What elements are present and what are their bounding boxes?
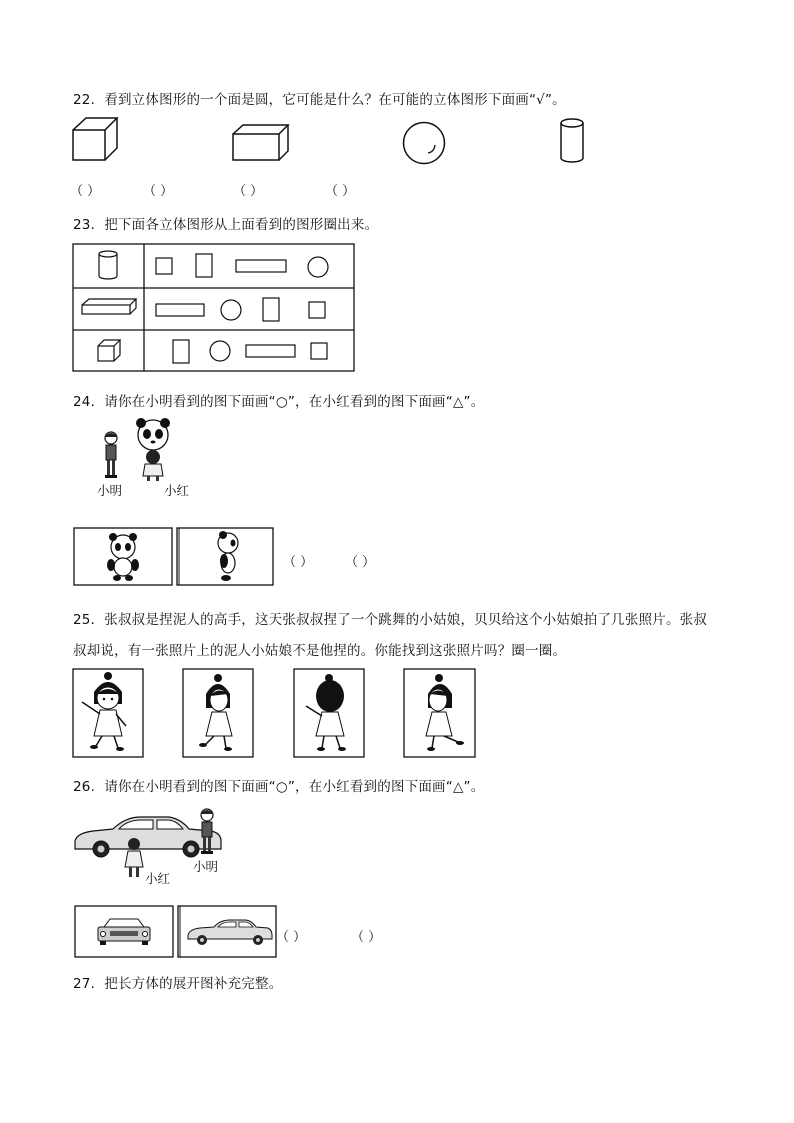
row1-cylinder-icon — [99, 251, 117, 279]
girl-front-photo[interactable] — [82, 672, 126, 751]
row3-option-circle[interactable] — [210, 341, 230, 361]
girl-profile-photo[interactable] — [426, 674, 464, 751]
boy-figure-icon — [101, 431, 121, 481]
question-25-line2: 叔却说，有一张照片上的泥人小姑娘不是他捏的。你能找到这张照片吗？圈一圈。 — [73, 643, 567, 659]
label-xiaohong: 小红 — [164, 483, 190, 498]
answer-slot-car-front[interactable]: （ ） — [276, 930, 307, 945]
row2-option-tall-rectangle[interactable] — [263, 298, 279, 321]
question-26-text: 26．请你在小明看到的图下面画“○”，在小红看到的图下面画“△”。 — [73, 779, 485, 795]
row1-option-wide-rectangle[interactable] — [236, 260, 286, 272]
cuboid-icon — [232, 124, 290, 162]
car-front-view[interactable] — [98, 919, 150, 945]
top-view-table — [72, 243, 356, 373]
row2-option-circle[interactable] — [221, 300, 241, 320]
cube-icon — [72, 117, 122, 163]
car-view-panel — [74, 905, 278, 959]
question-24-text: 24．请你在小明看到的图下面画“○”，在小红看到的图下面画“△”。 — [73, 394, 485, 410]
answer-slot-panda-front[interactable]: （ ） — [283, 555, 314, 570]
row1-option-small-square[interactable] — [156, 258, 172, 274]
girl-side-photo[interactable] — [199, 674, 232, 751]
row3-cube-icon — [98, 340, 120, 361]
cylinder-icon — [559, 118, 585, 164]
question-25-line1: 25．张叔叔是捏泥人的高手，这天张叔叔捏了一个跳舞的小姑娘，贝贝给这个小姑娘拍了几张照片。张叔 — [73, 612, 708, 628]
girl-back-photo[interactable] — [306, 674, 346, 751]
row1-option-tall-rectangle[interactable] — [196, 254, 212, 277]
question-23-text: 23．把下面各立体图形从上面看到的图形圈出来。 — [73, 217, 379, 233]
row3-option-small-square[interactable] — [311, 343, 327, 359]
row2-long-cuboid-icon — [82, 299, 136, 314]
panda-side-view[interactable] — [218, 531, 238, 581]
panda-with-girl-icon — [132, 418, 174, 482]
answer-slot-sphere[interactable]: （ ） — [233, 184, 264, 199]
row3-option-wide-rectangle[interactable] — [246, 345, 295, 357]
answer-slot-cuboid[interactable]: （ ） — [143, 184, 174, 199]
sphere-icon — [402, 121, 446, 165]
question-22-text: 22．看到立体图形的一个面是圆，它可能是什么？在可能的立体图形下面画“√”。 — [73, 92, 566, 108]
question-27-text: 27．把长方体的展开图补充完整。 — [73, 976, 283, 992]
row2-option-wide-rectangle[interactable] — [156, 304, 204, 316]
row2-option-small-square[interactable] — [309, 302, 325, 318]
label-xiaoming: 小明 — [97, 483, 123, 498]
answer-slot-car-side[interactable]: （ ） — [351, 930, 382, 945]
boy-figure-icon-2 — [197, 808, 217, 858]
car-side-view[interactable] — [188, 920, 272, 945]
panda-view-panel — [73, 527, 275, 587]
row1-option-circle[interactable] — [308, 257, 328, 277]
girl-photos-row — [72, 668, 477, 760]
answer-slot-cylinder[interactable]: （ ） — [325, 184, 356, 199]
label-xiaoming-2: 小明 — [193, 859, 219, 874]
answer-slot-panda-side[interactable]: （ ） — [345, 555, 376, 570]
answer-slot-cube[interactable]: （ ） — [70, 184, 101, 199]
label-xiaohong-2: 小红 — [145, 871, 171, 886]
panda-front-view[interactable] — [107, 533, 139, 581]
row3-option-tall-rectangle[interactable] — [173, 340, 189, 363]
